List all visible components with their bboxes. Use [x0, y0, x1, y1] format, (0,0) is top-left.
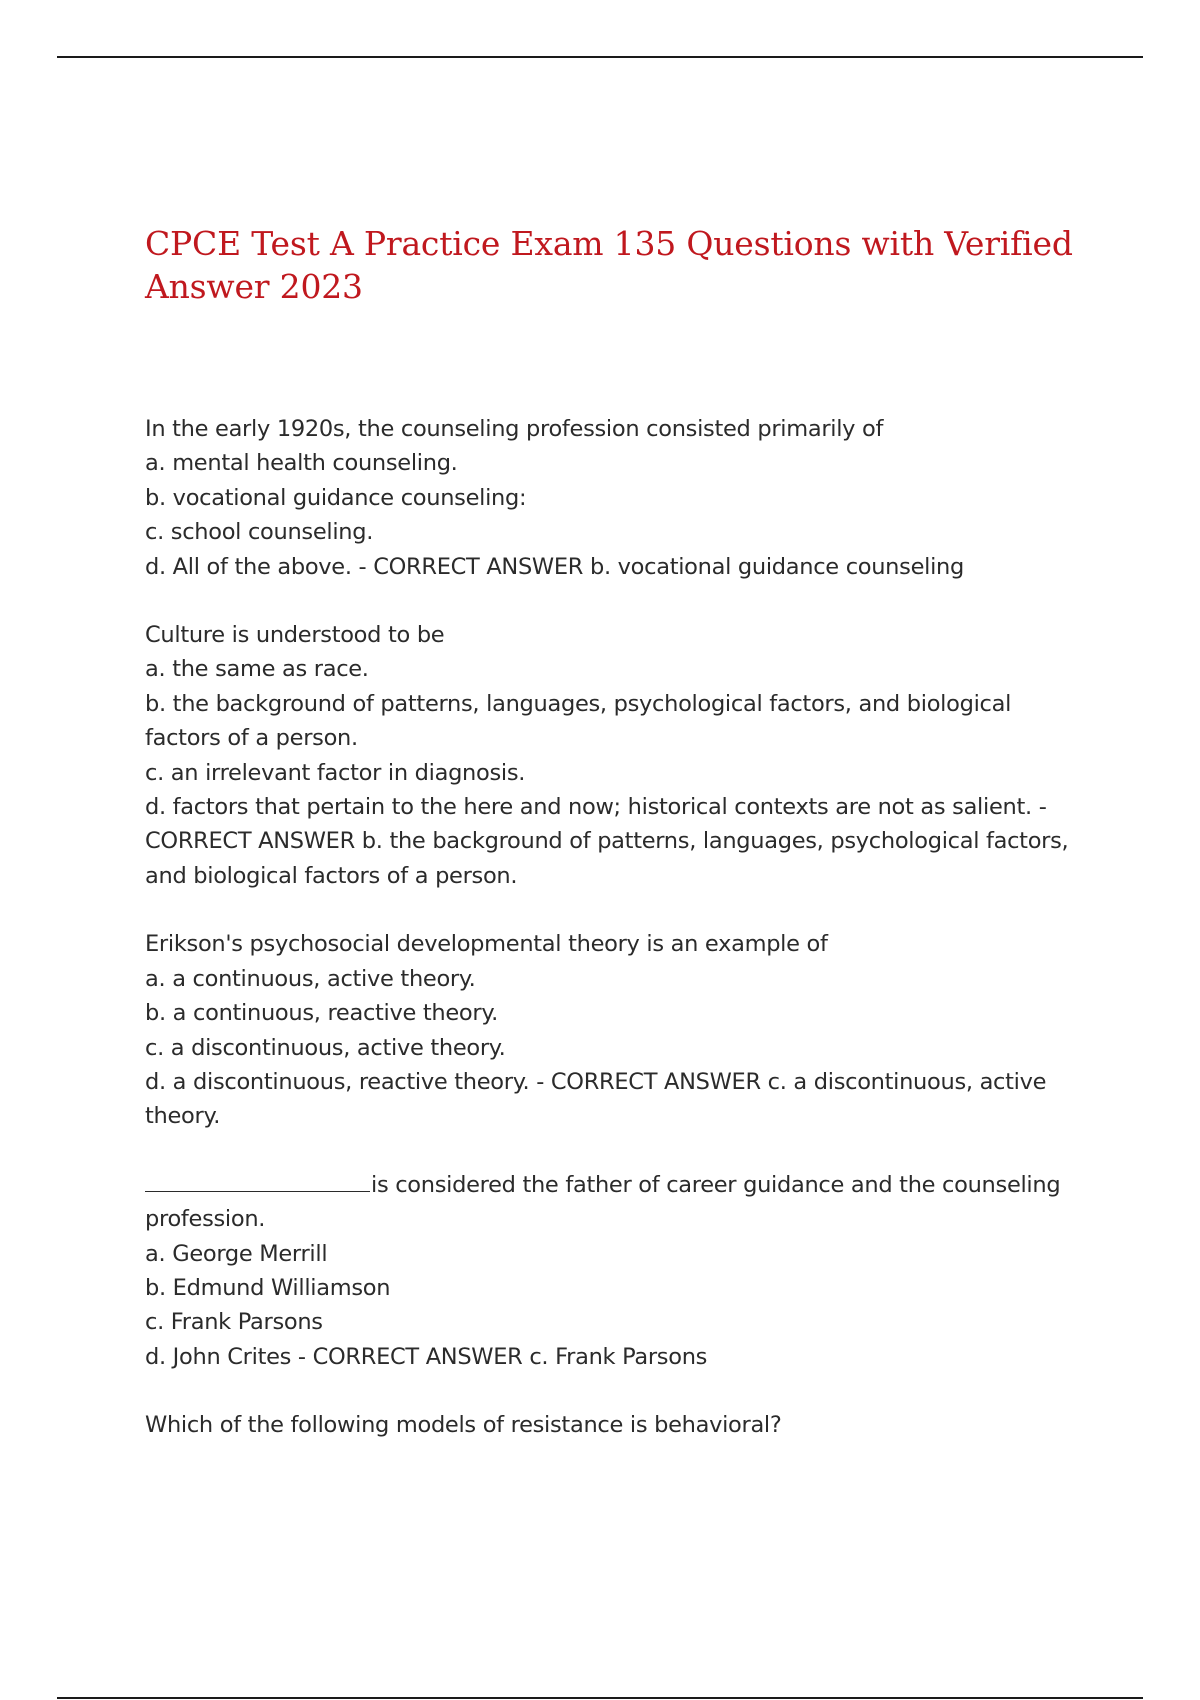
question-stem: Which of the following models of resistance is behavioral? [145, 1412, 782, 1439]
question-2 [145, 618, 1085, 893]
answer-option: b. Edmund Williamson [145, 1274, 391, 1301]
answer-option: c. Frank Parsons [145, 1309, 323, 1336]
answer-option: b. the background of patterns, languages, psychological factors, and biological factors of a person. [145, 690, 1012, 752]
answer-option-with-correct-answer: d. John Crites - CORRECT ANSWER c. Frank Parsons [145, 1343, 708, 1370]
fill-in-blank [145, 1169, 370, 1192]
answer-option: a. mental health counseling. [145, 450, 458, 477]
question-stem-text: is considered the father of career guidance and the counseling profession. [145, 1171, 1061, 1233]
answer-option: c. school counseling. [145, 519, 374, 546]
question-stem: Erikson's psychosocial developmental theory is an example of [145, 931, 828, 958]
answer-option: c. a discontinuous, active theory. [145, 1034, 506, 1061]
answer-option: b. a continuous, reactive theory. [145, 1000, 499, 1027]
question-3 [145, 927, 1085, 1133]
question-5 [145, 1408, 1085, 1442]
question-stem: In the early 1920s, the counseling profession consisted primarily of [145, 416, 884, 442]
bottom-rule [57, 1697, 1143, 1699]
question-1 [145, 412, 1085, 584]
question-stem: Culture is understood to be [145, 622, 445, 649]
answer-option: c. an irrelevant factor in diagnosis. [145, 759, 526, 786]
question-4 [145, 1168, 1085, 1374]
answer-option-with-correct-answer: d. a discontinuous, reactive theory. - CORRECT ANSWER c. a discontinuous, active theory. [145, 1068, 1047, 1130]
answer-option-with-correct-answer: d. factors that pertain to the here and now; historical contexts are not as salient. - CORRECT ANSWER b. the background of patterns, languages, psychological factors, and biological factors of a person. [145, 794, 1069, 889]
answer-option: b. vocational guidance counseling: [145, 484, 527, 511]
answer-option-with-correct-answer: d. All of the above. - CORRECT ANSWER b. vocational guidance counseling [145, 553, 964, 580]
question-list [145, 412, 1085, 1477]
question-stem-with-blank [145, 1168, 1085, 1237]
top-rule [57, 56, 1143, 58]
answer-option: a. a continuous, active theory. [145, 965, 476, 992]
document-title: CPCE Test A Practice Exam 135 Questions with Verified Answer 2023 [145, 224, 1073, 306]
answer-option: a. the same as race. [145, 656, 369, 683]
answer-option: a. George Merrill [145, 1240, 328, 1267]
